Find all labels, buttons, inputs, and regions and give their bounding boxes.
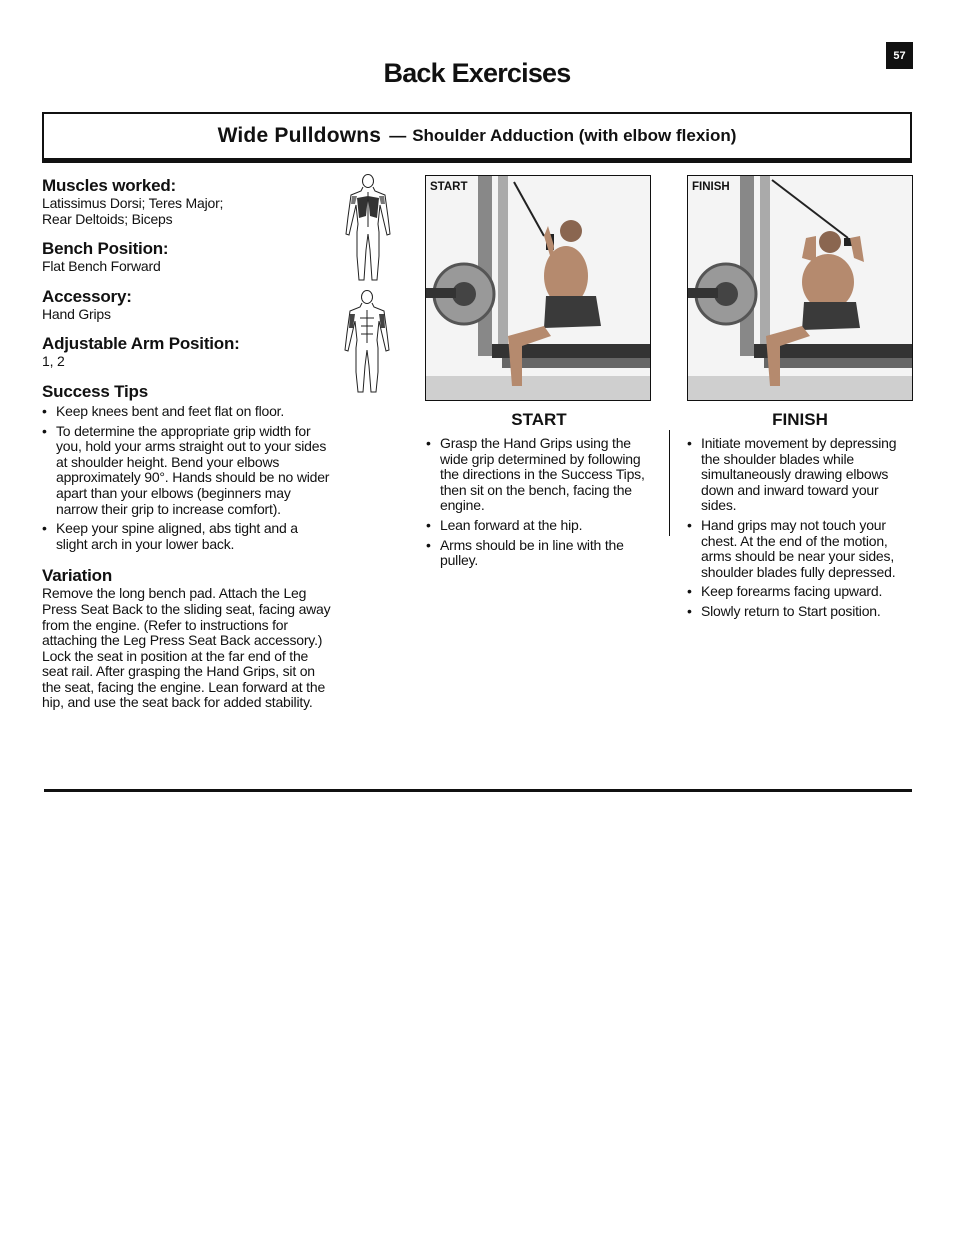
page-number: 57	[886, 42, 913, 69]
finish-photo-label: FINISH	[692, 181, 730, 193]
arm-position-section	[42, 334, 332, 370]
list-item: • Initiate movement by depressing the shoulder blades while simultaneously drawing elbows down and inward toward your sides.	[687, 436, 912, 514]
exercise-subtitle: Shoulder Adduction (with elbow flexion)	[412, 126, 737, 145]
section-divider	[44, 789, 912, 792]
bench-heading: Bench Position:	[42, 239, 169, 259]
bench-value: Flat Bench Forward	[42, 258, 161, 275]
arm-position-heading: Adjustable Arm Position:	[42, 334, 240, 354]
muscle-figure-front	[340, 288, 394, 396]
arm-position-value: 1, 2	[42, 353, 65, 370]
exercise-name: Wide Pulldowns	[217, 124, 382, 147]
variation-text: Remove the long bench pad. Attach the Leg Press Seat Back to the sliding seat, facing away from the engine. (Refer to instructions for attaching the Leg Press Seat Back accessory.) Lock the seat in position at the far end of the seat rail. After grasping the Hand Grips, sit on the seat, facing the engine. Lean forward at the hip, and use the seat back for added stability.	[42, 585, 331, 711]
variation-section	[42, 566, 332, 711]
list-item: • Grasp the Hand Grips using the wide grip determined by following the directions in the Success Tips, then sit on the bench, facing the engine.	[426, 436, 646, 514]
muscles-section	[42, 176, 332, 227]
finish-photo	[687, 175, 913, 401]
success-tips-heading: Success Tips	[42, 381, 148, 401]
list-item: • Lean forward at the hip.	[426, 518, 646, 534]
finish-steps	[687, 434, 912, 624]
accessory-value: Hand Grips	[42, 305, 111, 322]
list-item: • To determine the appropriate grip width for you, hold your arms straight out to your sides at shoulder height. Bend your elbows approximately 90°. Hands should be no wider apart than your elbows (beginners may narrow their grip to increase comfort).	[42, 424, 332, 518]
exercise-title-box	[42, 112, 912, 163]
start-photo	[425, 175, 651, 401]
success-tips-list	[42, 404, 332, 552]
bench-section	[42, 239, 332, 275]
column-divider	[669, 430, 670, 536]
muscle-figure-back	[343, 172, 393, 284]
list-item: • Hand grips may not touch your chest. At the end of the motion, arms should be near your sides, shoulder blades fully depressed.	[687, 518, 912, 580]
title-dash: —	[389, 126, 407, 145]
finish-heading: FINISH	[772, 410, 828, 429]
success-tips-section	[42, 382, 332, 552]
accessory-section	[42, 287, 332, 323]
variation-heading: Variation	[42, 566, 113, 586]
list-item: • Keep your spine aligned, abs tight and a slight arch in your lower back.	[42, 521, 332, 552]
accessory-heading: Accessory:	[42, 286, 132, 306]
info-column	[42, 176, 332, 723]
list-item: • Keep forearms facing upward.	[687, 584, 912, 600]
muscles-line-2: Rear Deltoids; Biceps	[42, 210, 173, 227]
start-steps	[426, 434, 646, 573]
start-heading: START	[511, 410, 567, 429]
muscles-line-1: Latissimus Dorsi; Teres Major;	[42, 195, 224, 211]
page-title: Back Exercises	[383, 58, 571, 88]
muscles-heading: Muscles worked:	[42, 176, 176, 195]
list-item: • Keep knees bent and feet flat on floor.	[42, 404, 332, 420]
list-item: • Arms should be in line with the pulley.	[426, 538, 646, 569]
list-item: • Slowly return to Start position.	[687, 604, 912, 620]
start-photo-label: START	[430, 181, 468, 193]
